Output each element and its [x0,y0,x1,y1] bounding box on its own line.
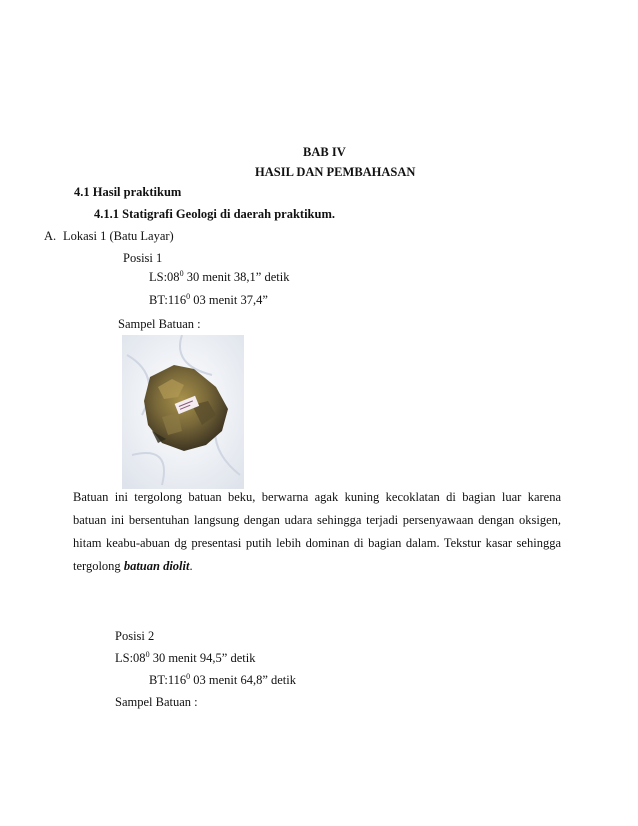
location-label: A. [44,229,57,243]
posisi-1-sample-label: Sampel Batuan : [118,317,201,331]
posisi-1-longitude: $BT:116^0$ 03 menit 37,4” [149,292,268,307]
location-text: Lokasi 1 (Batu Layar) [63,229,174,243]
posisi-2-latitude: $LS:08^0$ 30 menit 94,5” detik [115,650,256,665]
posisi-1-latitude: $LS:08^0$ 30 menit 38,1” detik [149,269,290,284]
rock-sample-photo [122,335,244,489]
description-line-3: hitam keabu-abuan dg presentasi putih lebih dominan di bagian dalam. Tekstur kasar sehingga [73,536,561,550]
section-heading: 4.1 Hasil praktikum [74,185,182,199]
posisi-1-label: Posisi 1 [123,251,163,265]
posisi-2-label: Posisi 2 [115,629,155,643]
posisi-2-sample-label: Sampel Batuan : [115,695,198,709]
description-line-4: tergolong batuan diolit. [73,559,193,573]
rock-name: batuan diolit [123,559,190,573]
posisi-2-longitude: $BT:116^0$ 03 menit 64,8” detik [149,672,296,687]
description-line-2: batuan ini bersentuhan langsung dengan udara sehingga terjadi persenyawaan dengan oksigen, [73,513,561,527]
description-line-1: Batuan ini tergolong batuan beku, berwarna agak kuning kecoklatan di bagian luar karena [73,490,561,504]
rock-sample-image [122,335,244,489]
chapter-title: HASIL DAN PEMBAHASAN [255,165,416,179]
chapter-number: BAB IV [303,145,346,159]
subsection-heading: 4.1.1 Statigrafi Geologi di daerah praktikum. [94,207,335,221]
